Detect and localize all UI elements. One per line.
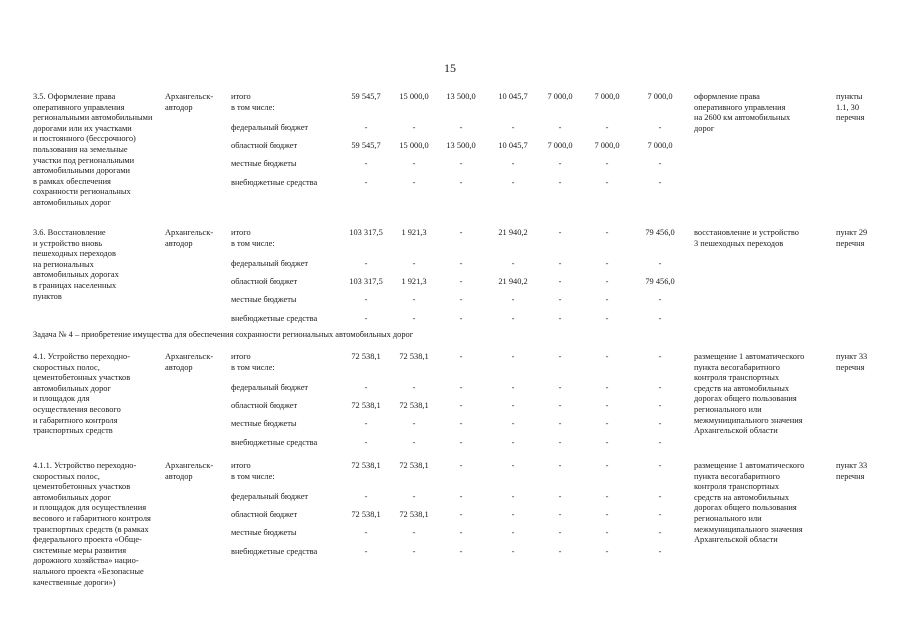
funding-value: -: [412, 383, 416, 392]
funding-source-label: местные бюджеты: [231, 295, 297, 304]
funding-value: 72 538,1: [351, 352, 381, 361]
measure-description: 4.1.1. Устройство переходно- скоростных полос, цементобетонных участков автомобильных дорог и площадок для осуществления весового и габаритного контроля транспортных средств (в рамках федерального проекта «Обще- системные меры развития дорожного хозяйства» нацио- нального проекта «Безопасные качественные дороги»): [33, 461, 151, 587]
funding-value: -: [658, 401, 662, 410]
funding-value: -: [605, 383, 609, 392]
funding-value: -: [558, 314, 562, 323]
funding-value: -: [605, 123, 609, 132]
funding-value: -: [605, 419, 609, 428]
funding-value: -: [364, 383, 368, 392]
funding-value: 72 538,1: [399, 352, 429, 361]
page-number: 15: [444, 61, 456, 75]
funding-value: -: [511, 492, 515, 501]
funding-value: 72 538,1: [399, 401, 429, 410]
funding-source-label: внебюджетные средства: [231, 178, 318, 187]
list-reference: пункт 33 перечня: [836, 461, 868, 481]
funding-value: -: [459, 510, 463, 519]
funding-value: 1 921,3: [401, 228, 427, 237]
funding-source-label: местные бюджеты: [231, 528, 297, 537]
funding-value: -: [364, 159, 368, 168]
funding-source-label: федеральный бюджет: [231, 123, 309, 132]
funding-value: 15 000,0: [399, 141, 429, 150]
funding-value: 79 456,0: [645, 228, 675, 237]
funding-source-label: федеральный бюджет: [231, 259, 309, 268]
measure-description: 4.1. Устройство переходно- скоростных полос, цементобетонных участков автомобильных дорог и площадок для осуществления весового и габаритного контроля транспортных средств: [33, 352, 131, 436]
funding-value: 13 500,0: [446, 141, 476, 150]
funding-value: 1 921,3: [401, 277, 427, 286]
funding-value: -: [605, 510, 609, 519]
funding-value: -: [658, 419, 662, 428]
funding-value: -: [558, 492, 562, 501]
funding-value: -: [459, 352, 463, 361]
funding-value: -: [511, 123, 515, 132]
measure-description: 3.5. Оформление права оперативного управления региональными автомобильными дорогами или их участками и постоянного (бессрочного) пользования на земельные участки под региональными автомобильными дорогами в рамках обеспечения сохранности региональных автомобильных дорог: [33, 92, 153, 207]
funding-value: -: [364, 314, 368, 323]
executor-name: Архангельск- автодор: [165, 228, 214, 248]
expected-result: оформление права оперативного управления на 2600 км автомобильных дорог: [694, 92, 791, 133]
funding-value: -: [558, 159, 562, 168]
funding-value: -: [511, 383, 515, 392]
funding-value: 15 000,0: [399, 92, 429, 101]
funding-value: -: [459, 438, 463, 447]
funding-value: 21 940,2: [498, 228, 528, 237]
funding-value: -: [459, 178, 463, 187]
funding-value: -: [511, 314, 515, 323]
funding-value: -: [605, 314, 609, 323]
funding-value: -: [364, 419, 368, 428]
funding-value: -: [658, 178, 662, 187]
funding-value: -: [605, 277, 609, 286]
funding-value: -: [511, 401, 515, 410]
funding-value: -: [658, 159, 662, 168]
funding-value: -: [511, 178, 515, 187]
funding-value: -: [364, 528, 368, 537]
funding-source-label: федеральный бюджет: [231, 383, 309, 392]
list-reference: пункт 33 перечня: [836, 352, 868, 372]
funding-value: -: [558, 352, 562, 361]
funding-value: -: [364, 295, 368, 304]
funding-value: -: [459, 314, 463, 323]
funding-value: -: [658, 383, 662, 392]
funding-value: -: [605, 492, 609, 501]
funding-value: -: [558, 178, 562, 187]
funding-value: -: [605, 461, 609, 470]
funding-value: -: [558, 419, 562, 428]
funding-value: 10 045,7: [498, 141, 528, 150]
funding-value: -: [558, 401, 562, 410]
executor-name: Архангельск- автодор: [165, 92, 214, 112]
funding-value: 13 500,0: [446, 92, 476, 101]
list-reference: пункты 1.1, 30 перечня: [836, 92, 865, 123]
funding-value: -: [412, 419, 416, 428]
funding-value: -: [459, 159, 463, 168]
funding-value: -: [605, 259, 609, 268]
funding-value: 72 538,1: [399, 510, 429, 519]
funding-value: 7 000,0: [594, 92, 620, 101]
funding-value: -: [364, 547, 368, 556]
funding-value: 10 045,7: [498, 92, 528, 101]
funding-value: 72 538,1: [351, 510, 381, 519]
expected-result: восстановление и устройство 3 пешеходных переходов: [694, 228, 799, 248]
funding-value: -: [412, 314, 416, 323]
funding-value: -: [364, 492, 368, 501]
funding-value: -: [459, 295, 463, 304]
funding-value: -: [511, 461, 515, 470]
funding-value: 7 000,0: [547, 141, 573, 150]
funding-source-label: областной бюджет: [231, 277, 298, 286]
funding-value: -: [558, 259, 562, 268]
funding-value: -: [364, 178, 368, 187]
funding-value: -: [558, 528, 562, 537]
funding-value: -: [459, 419, 463, 428]
executor-name: Архангельск- автодор: [165, 461, 214, 481]
funding-value: -: [605, 159, 609, 168]
funding-value: -: [511, 352, 515, 361]
funding-value: -: [412, 547, 416, 556]
funding-value: -: [511, 259, 515, 268]
funding-value: -: [459, 123, 463, 132]
funding-value: -: [658, 461, 662, 470]
funding-value: -: [558, 438, 562, 447]
funding-value: -: [459, 528, 463, 537]
funding-value: -: [459, 383, 463, 392]
funding-value: -: [412, 295, 416, 304]
funding-source-label: областной бюджет: [231, 141, 298, 150]
funding-value: -: [605, 438, 609, 447]
funding-value: 59 545,7: [351, 92, 381, 101]
funding-value: 7 000,0: [647, 141, 673, 150]
funding-value: -: [459, 277, 463, 286]
funding-value: -: [459, 461, 463, 470]
funding-value: -: [605, 178, 609, 187]
funding-source-label: внебюджетные средства: [231, 314, 318, 323]
funding-value: 72 538,1: [399, 461, 429, 470]
funding-value: 7 000,0: [594, 141, 620, 150]
funding-source-label: итого в том числе:: [231, 228, 275, 248]
funding-value: -: [558, 123, 562, 132]
funding-source-label: итого в том числе:: [231, 352, 275, 372]
funding-value: -: [459, 259, 463, 268]
funding-value: -: [412, 123, 416, 132]
funding-value: -: [412, 528, 416, 537]
funding-value: 103 317,5: [349, 228, 383, 237]
funding-value: -: [412, 259, 416, 268]
funding-value: 72 538,1: [351, 401, 381, 410]
expected-result: размещение 1 автоматического пункта весогабаритного контроля транспортных средств на автомобильных дорогах общего пользования регионального или межмуниципального значения Архангельской области: [694, 352, 805, 436]
funding-source-label: федеральный бюджет: [231, 492, 309, 501]
funding-source-label: местные бюджеты: [231, 419, 297, 428]
funding-value: -: [412, 438, 416, 447]
funding-value: -: [605, 228, 609, 237]
funding-value: 21 940,2: [498, 277, 528, 286]
funding-value: -: [605, 528, 609, 537]
funding-value: -: [605, 547, 609, 556]
funding-value: -: [412, 159, 416, 168]
funding-value: -: [558, 228, 562, 237]
funding-value: -: [658, 438, 662, 447]
funding-value: -: [658, 314, 662, 323]
funding-value: -: [658, 528, 662, 537]
funding-value: -: [658, 123, 662, 132]
funding-value: 103 317,5: [349, 277, 383, 286]
funding-source-label: итого в том числе:: [231, 92, 275, 112]
funding-value: -: [658, 295, 662, 304]
funding-value: -: [511, 419, 515, 428]
funding-value: -: [558, 547, 562, 556]
funding-value: -: [605, 295, 609, 304]
funding-value: -: [605, 352, 609, 361]
funding-value: -: [412, 492, 416, 501]
funding-value: -: [558, 295, 562, 304]
funding-value: -: [658, 510, 662, 519]
funding-value: -: [558, 277, 562, 286]
funding-value: -: [511, 159, 515, 168]
funding-source-label: областной бюджет: [231, 510, 298, 519]
funding-value: -: [459, 492, 463, 501]
funding-value: 79 456,0: [645, 277, 675, 286]
funding-value: -: [658, 492, 662, 501]
funding-value: -: [511, 528, 515, 537]
funding-value: 72 538,1: [351, 461, 381, 470]
funding-value: 59 545,7: [351, 141, 381, 150]
funding-value: -: [511, 547, 515, 556]
funding-value: -: [558, 510, 562, 519]
executor-name: Архангельск- автодор: [165, 352, 214, 372]
funding-value: -: [511, 510, 515, 519]
funding-source-label: внебюджетные средства: [231, 547, 318, 556]
funding-value: -: [459, 228, 463, 237]
funding-value: -: [605, 401, 609, 410]
funding-value: -: [364, 123, 368, 132]
funding-value: -: [459, 401, 463, 410]
funding-value: -: [658, 352, 662, 361]
funding-value: 7 000,0: [647, 92, 673, 101]
funding-value: 7 000,0: [547, 92, 573, 101]
funding-value: -: [459, 547, 463, 556]
funding-source-label: областной бюджет: [231, 401, 298, 410]
funding-value: -: [412, 178, 416, 187]
funding-value: -: [364, 259, 368, 268]
funding-value: -: [511, 295, 515, 304]
funding-source-label: итого в том числе:: [231, 461, 275, 481]
funding-value: -: [558, 383, 562, 392]
funding-value: -: [658, 259, 662, 268]
funding-value: -: [558, 461, 562, 470]
funding-value: -: [364, 438, 368, 447]
funding-value: -: [511, 438, 515, 447]
funding-source-label: внебюджетные средства: [231, 438, 318, 447]
task-4-heading: Задача № 4 – приобретение имущества для обеспечения сохранности региональных автомобильных дорог: [33, 330, 414, 339]
funding-value: -: [658, 547, 662, 556]
expected-result: размещение 1 автоматического пункта весогабаритного контроля транспортных средств на автомобильных дорогах общего пользования регионального или межмуниципального значения Архангельской области: [694, 461, 805, 545]
measure-description: 3.6. Восстановление и устройство вновь пешеходных переходов на региональных автомобильных дорогах в границах населенных пунктов: [33, 228, 119, 301]
funding-source-label: местные бюджеты: [231, 159, 297, 168]
list-reference: пункт 29 перечня: [836, 228, 868, 248]
